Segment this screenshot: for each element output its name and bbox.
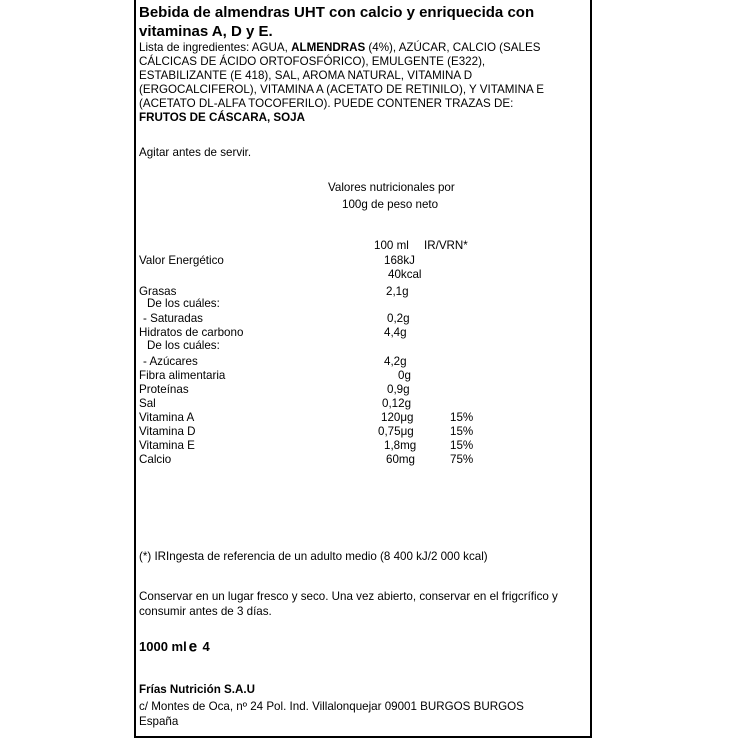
nutrient-value-vitamin-a: 120μg (381, 411, 414, 424)
product-title-line-2: vitaminas A, D y E. (139, 23, 273, 40)
nutrient-label-salt: Sal (139, 397, 156, 410)
shake-instruction: Agitar antes de servir. (139, 146, 252, 159)
estimated-sign-icon: e (188, 637, 197, 655)
column-header-per-100ml: 100 ml (374, 239, 409, 252)
nutrient-value-carbohydrates: 4,4g (384, 326, 407, 339)
nutrient-value-protein: 0,9g (387, 383, 410, 396)
nutrient-label-carbohydrates: Hidratos de carbono (139, 326, 244, 339)
ingredients-prefix: Lista de ingredientes: AGUA, (139, 41, 292, 54)
net-volume: 1000 ml (139, 639, 187, 654)
ingredients-line-3: ESTABILIZANTE (E 418), SAL, AROMA NATURAL, VITAMINA D (139, 69, 473, 82)
energy-kcal-value: 40kcal (388, 268, 422, 281)
nutrient-value-vitamin-d: 0,75μg (378, 425, 414, 438)
nutrient-label-fibre: Fibra alimentaria (139, 369, 226, 382)
nutrient-label-saturates: - Saturadas (143, 312, 203, 325)
nutrient-value-calcium: 60mg (386, 453, 416, 466)
storage-line-2: consumir antes de 3 días. (139, 605, 272, 618)
nutrient-value-salt: 0,12g (382, 397, 412, 410)
nutrient-label-calcium: Calcio (139, 453, 172, 466)
nutrient-label-protein: Proteínas (139, 383, 189, 396)
nutrient-label-of-which: De los cuáles: (147, 339, 220, 352)
ingredients-line-1 (139, 41, 540, 55)
nutrient-label-vitamin-d: Vitamina D (139, 425, 196, 438)
ingredients-line-2: CÁLCICAS DE ÁCIDO ORTOFOSFÓRICO), EMULGENTE (E322), (139, 55, 486, 68)
energy-label: Valor Energético (139, 254, 224, 267)
net-quantity (139, 638, 210, 654)
nutrient-label-vitamin-e: Vitamina E (139, 439, 195, 452)
reference-intake-footnote: (*) IRIngesta de referencia de un adulto medio (8 400 kJ/2 000 kcal) (139, 550, 488, 563)
company-name: Frías Nutrición S.A.U (139, 683, 255, 696)
company-country: España (139, 715, 179, 728)
nutrient-value-fibre: 0g (398, 369, 411, 382)
allergen-almonds: ALMENDRAS (291, 41, 366, 54)
allergen-traces: FRUTOS DE CÁSCARA, SOJA (139, 111, 305, 124)
ingredients-line-5: (ACETATO DL-ALFA TOCOFERILO). PUEDE CONTENER TRAZAS DE: (139, 97, 514, 110)
nutrient-label-vitamin-a: Vitamina A (139, 411, 195, 424)
storage-line-1: Conservar en un lugar fresco y seco. Una vez abierto, conservar en el frigcrífico y (139, 590, 558, 603)
energy-kj-value: 168kJ (384, 254, 415, 267)
nutrient-label-sugars: - Azúcares (143, 355, 198, 368)
nutrition-heading-line-2: 100g de peso neto (342, 198, 439, 211)
ingredients-line-4: (ERGOCALCIFEROL), VITAMINA A (ACETATO DE RETINILO), Y VITAMINA E (139, 83, 544, 96)
nutrient-value-fat: 2,1g (386, 285, 409, 298)
nutrient-label-fat: Grasas (139, 285, 177, 298)
nutrient-ir-calcium: 75% (450, 453, 474, 466)
company-address: c/ Montes de Oca, nº 24 Pol. Ind. Villalonquejar 09001 BURGOS BURGOS (139, 700, 524, 713)
pack-count: 4 (202, 639, 210, 654)
ingredients-continued: (4%), AZÚCAR, CALCIO (SALES (365, 41, 541, 54)
nutrient-value-sugars: 4,2g (384, 355, 407, 368)
nutrient-ir-vitamin-d: 15% (450, 425, 474, 438)
nutrient-value-vitamin-e: 1,8mg (384, 439, 417, 452)
column-header-ir: IR/VRN* (424, 239, 468, 252)
nutrient-label-of-which: De los cuáles: (147, 297, 220, 310)
nutrient-value-saturates: 0,2g (387, 312, 410, 325)
nutrient-ir-vitamin-e: 15% (450, 439, 474, 452)
nutrition-heading-line-1: Valores nutricionales por (328, 181, 455, 194)
product-title-line-1: Bebida de almendras UHT con calcio y enriquecida con (139, 4, 535, 21)
nutrient-ir-vitamin-a: 15% (450, 411, 474, 424)
